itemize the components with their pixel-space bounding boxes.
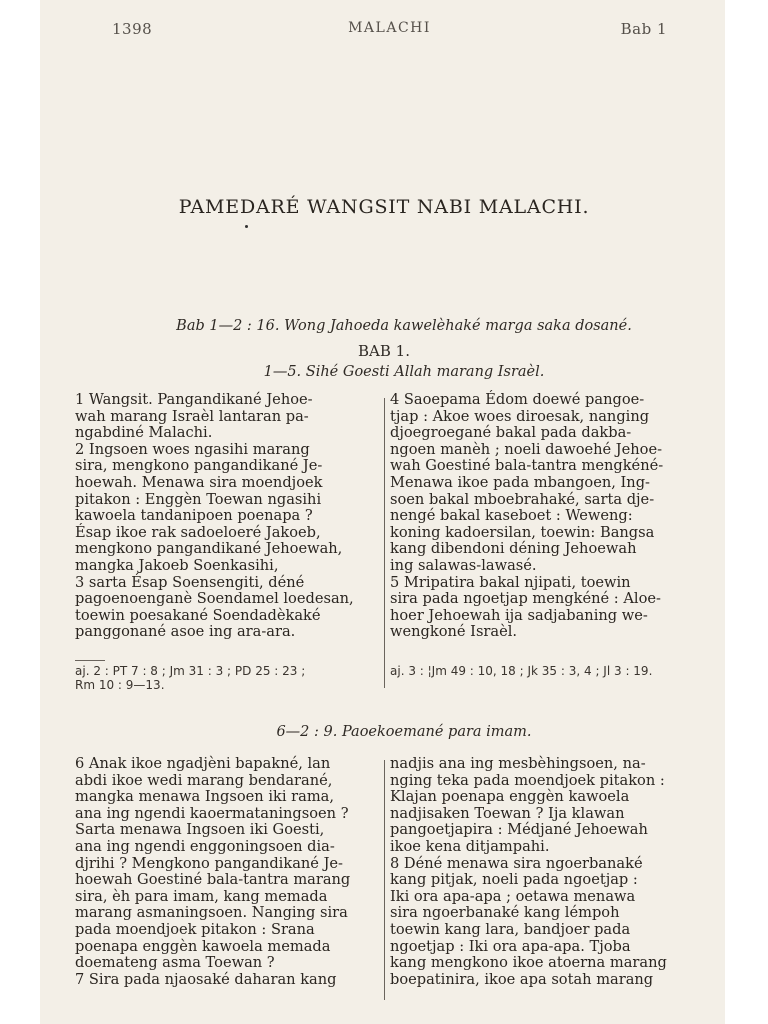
verses-6-7: 6 Anak ikoe ngadjèni bapakné, lan abdi ikoe wedi marang bendarané, mangka menawa Ingsoen iki rama, ana ing ngendi kaoermataningsoen ? Sarta menawa Ingsoen iki Goesti, ana ing ngendi enggoningsoen dia- djrihi ? Mengkono pangandikané Je- hoewah Goestiné bala-tantra marang sira, èh para imam, kang memada marang asmaningsoen. Nanging sira pada moendjoek pitakon : Srana poenapa enggèn kawoela memada doemateng asma Toewan ? 7 Sira pada njaosaké daharan kang <box>75 755 351 988</box>
book-title: MALACHI <box>348 20 431 36</box>
footnote-right: aj. 3 : ¦Jm 49 : 10, 18 ; Jk 35 : 3, 4 ; Jl 3 : 19. <box>390 664 653 678</box>
chapter-label: Bab 1 <box>620 20 667 38</box>
subsection-heading-1: 1—5. Sihé Goesti Allah marang Israèl. <box>263 364 545 380</box>
print-speck <box>245 225 248 228</box>
column-left-2 <box>75 756 380 988</box>
verses-7-8: nadjis ana ing mesbèhingsoen, na- nging teka pada moendjoek pitakon : Klajan poenapa enggèn kawoela nadjisaken Toewan ? Ija klawan pangoetjapira : Médjané Jehoewah ikoe kena ditjampahi. 8 Déné menawa sira ngoerbanaké kang pitjak, noeli pada ngoetjap : Iki ora apa-apa ; oetawa menawa sira ngoerbanaké kang lémpoh toewin kang lara, bandjoer pada ngoetjap : Iki ora apa-apa. Tjoba kang mengkono ikoe atoerna marang boepatinira, ikoe apa sotah marang <box>390 755 667 988</box>
page-number: 1398 <box>112 20 153 38</box>
footnote-left: aj. 2 : PT 7 : 8 ; Jm 31 : 3 ; PD 25 : 23 ; Rm 10 : 9—13. <box>75 664 306 692</box>
subsection-heading-2: 6—2 : 9. Paoekoemané para imam. <box>276 724 532 740</box>
column-left-1 <box>75 392 380 641</box>
footnote-rule <box>75 660 105 661</box>
main-title: PAMEDARÉ WANGSIT NABI MALACHI. <box>178 196 590 218</box>
page-margin <box>728 0 768 1024</box>
verses-4-5: 4 Saoepama Édom doewé pangoe- tjap : Akoe woes diroesak, nanging djoegroegané bakal pada dakba- ngoen manèh ; noeli dawoehé Jehoe- wah Goestiné bala-tantra mengkéné- Menawa ikoe pada mbangoen, Ing- soen bakal mboebrahaké, sarta dje- nengé bakal kaseboet : Weweng: koning kadoersilan, toewin: Bangsa kang dibendoni déning Jehoewah ing salawas-lawasé. 5 Mripatira bakal njipati, toewin sira pada ngoetjap mengkéné : Aloe- hoer Jehoewah ija sadjabaning we- wengkoné Israèl. <box>390 391 664 641</box>
column-divider <box>384 760 385 1000</box>
column-right-1 <box>390 392 698 641</box>
column-right-2 <box>390 756 698 988</box>
column-divider <box>384 398 385 688</box>
verses-1-3: 1 Wangsit. Pangandikané Jehoe- wah marang Israèl lantaran pa- ngabdiné Malachi. 2 Ingsoen woes ngasihi marang sira, mengkono pangandikané Je- hoewah. Menawa sira moendjoek pitakon : Enggèn Toewan ngasihi kawoela tandanipoen poenapa ? Ésap ikoe rak sadoeloeré Jakoeb, mengkono pangandikané Jehoewah, mangka Jakoeb Soenkasihi, 3 sarta Ésap Soensengiti, déné pagoenoenganè Soendamel loedesan, toewin poesakané Soendadèkaké panggonané asoe ing ara-ara. <box>75 391 354 641</box>
chapter-heading: BAB 1. <box>358 342 410 360</box>
section-heading: Bab 1—2 : 16. Wong Jahoeda kawelèhaké marga saka dosané. <box>176 318 632 334</box>
running-head <box>112 20 667 44</box>
